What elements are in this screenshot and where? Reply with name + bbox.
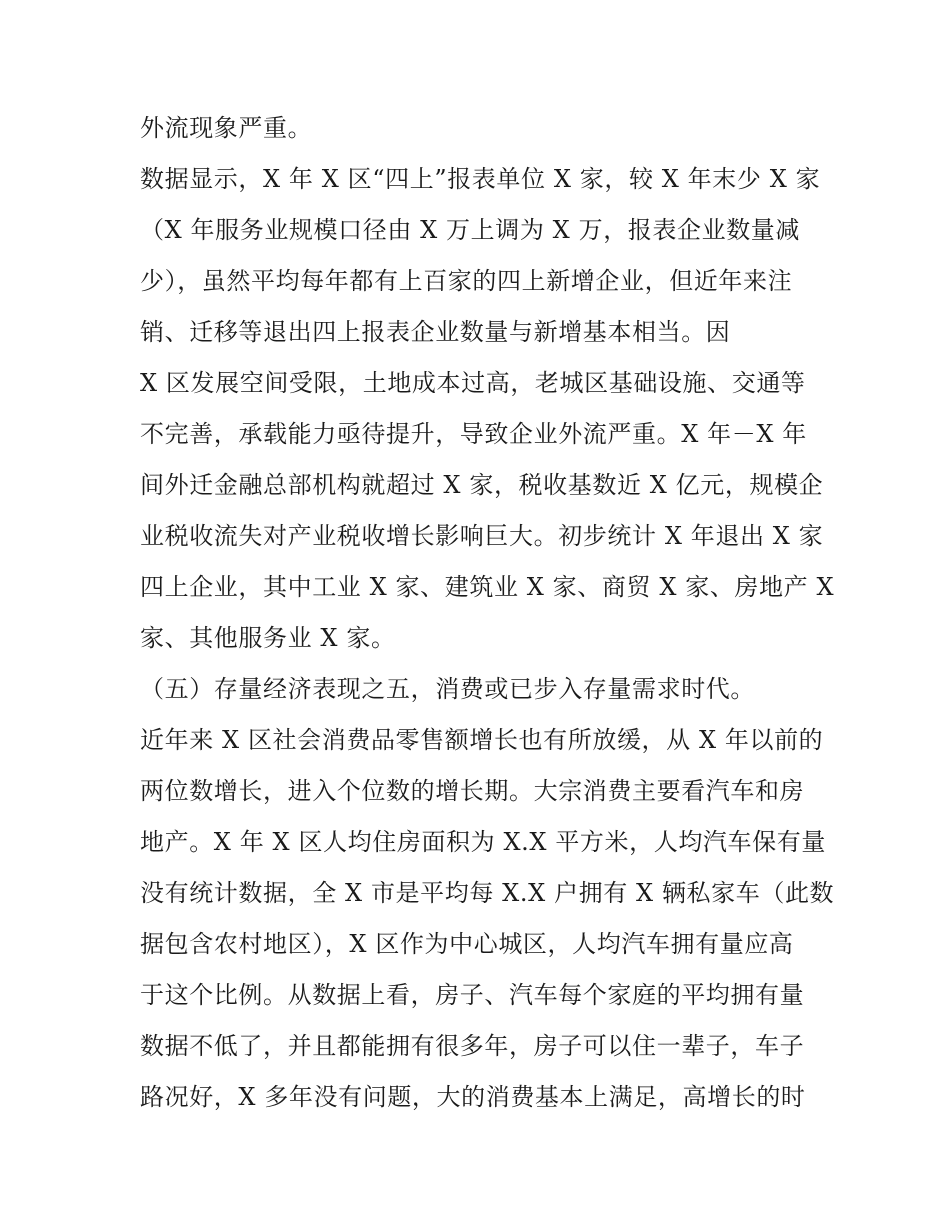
text-line-11: 家、其他服务业 X 家。 <box>140 624 396 652</box>
text-line-4: 少），虽然平均每年都有上百家的四上新增企业，但近年来注 <box>140 267 793 295</box>
text-line-15: 地产。X 年 X 区人均住房面积为 X.X 平方米，人均汽车保有量 <box>140 828 826 856</box>
text-line-3: （X 年服务业规模口径由 X 万上调为 X 万，报表企业数量减 <box>140 216 801 244</box>
text-line-5: 销、迁移等退出四上报表企业数量与新增基本相当。因 <box>140 318 731 346</box>
text-line-2: 数据显示，X 年 X 区“四上”报表单位 X 家，较 X 年末少 X 家 <box>140 165 821 193</box>
text-line-14: 两位数增长，进入个位数的增长期。大宗消费主要看汽车和房 <box>140 777 805 805</box>
text-line-18: 于这个比例。从数据上看，房子、汽车每个家庭的平均拥有量 <box>140 981 805 1009</box>
text-line-17: 据包含农村地区），X 区作为中心城区，人均汽车拥有量应高 <box>140 930 794 958</box>
section-heading: （五）存量经济表现之五，消费或已步入存量需求时代。 <box>140 675 755 703</box>
text-line-9: 业税收流失对产业税收增长影响巨大。初步统计 X 年退出 X 家 <box>140 522 824 550</box>
text-line-13: 近年来 X 区社会消费品零售额增长也有所放缓，从 X 年以前的 <box>140 726 824 754</box>
text-line-19: 数据不低了，并且都能拥有很多年，房子可以住一辈子，车子 <box>140 1032 805 1060</box>
text-line-1: 外流现象严重。 <box>140 114 313 142</box>
text-line-6: X 区发展空间受限，土地成本过高，老城区基础设施、交通等 <box>140 369 806 397</box>
text-line-8: 间外迁金融总部机构就超过 X 家，税收基数近 X 亿元，规模企 <box>140 471 824 499</box>
text-line-16: 没有统计数据，全 X 市是平均每 X.X 户拥有 X 辆私家车（此数 <box>140 879 835 907</box>
text-line-10: 四上企业，其中工业 X 家、建筑业 X 家、商贸 X 家、房地产 X <box>140 573 835 601</box>
text-line-7: 不完善，承载能力亟待提升，导致企业外流严重。X 年－X 年 <box>140 420 807 448</box>
text-line-20: 路况好，X 多年没有问题，大的消费基本上满足，高增长的时 <box>140 1083 806 1111</box>
